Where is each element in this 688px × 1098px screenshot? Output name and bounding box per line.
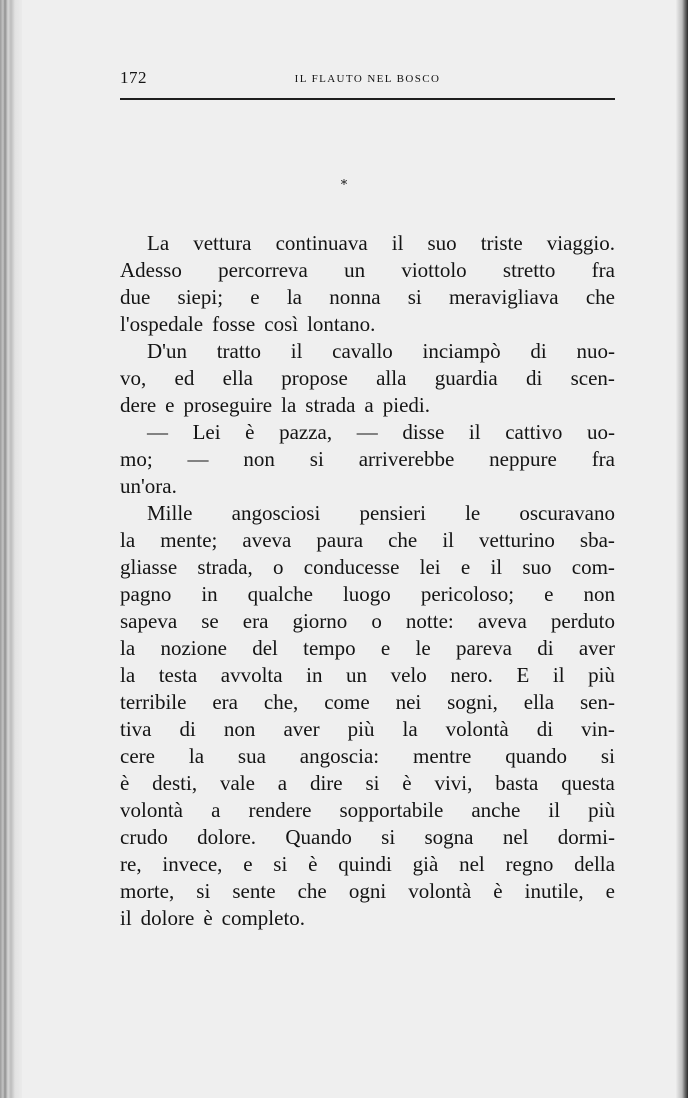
text-line: tiva di non aver più la volontà di vin- (120, 717, 615, 741)
text-line: La vettura continuava il suo triste viaggio. (147, 231, 615, 255)
text-line: crudo dolore. Quando si sogna nel dormi- (120, 825, 615, 849)
section-break-asterisk: * (340, 178, 348, 193)
body-text (120, 230, 615, 932)
page-binding-shadow (0, 0, 22, 1098)
running-title: IL FLAUTO NEL BOSCO (294, 73, 441, 85)
header-rule (120, 98, 615, 100)
text-line: la testa avvolta in un velo nero. E il più (120, 663, 615, 687)
text-line: la nozione del tempo e le pareva di aver (120, 636, 615, 660)
text-line: l'ospedale fosse così lontano. (120, 312, 376, 336)
page-right-edge (676, 0, 688, 1098)
page-number: 172 (120, 68, 147, 87)
text-line: terribile era che, come nei sogni, ella sen- (120, 690, 615, 714)
text-line: sapeva se era giorno o notte: aveva perduto (120, 609, 615, 633)
text-line: D'un tratto il cavallo inciampò di nuo- (147, 339, 615, 363)
text-line: cere la sua angoscia: mentre quando si (120, 744, 615, 768)
text-line: volontà a rendere sopportabile anche il più (120, 798, 615, 822)
text-line: due siepi; e la nonna si meravigliava che (120, 285, 615, 309)
text-line: è desti, vale a dire si è vivi, basta questa (120, 771, 615, 795)
text-line: morte, si sente che ogni volontà è inutile, e (120, 879, 615, 903)
text-line: un'ora. (120, 474, 177, 498)
text-line: Mille angosciosi pensieri le oscuravano (147, 501, 615, 525)
text-line: il dolore è completo. (120, 906, 306, 930)
text-line: mo; — non si arriverebbe neppure fra (120, 447, 615, 471)
text-line: — Lei è pazza, — disse il cattivo uo- (147, 420, 615, 444)
text-line: la mente; aveva paura che il vetturino sba- (120, 528, 615, 552)
text-line: pagno in qualche luogo pericoloso; e non (120, 582, 615, 606)
text-line: gliasse strada, o conducesse lei e il suo com- (120, 555, 615, 579)
text-line: dere e proseguire la strada a piedi. (120, 393, 430, 417)
text-line: Adesso percorreva un viottolo stretto fra (120, 258, 615, 282)
text-line: vo, ed ella propose alla guardia di scen- (120, 366, 615, 390)
running-header (120, 68, 615, 92)
text-line: re, invece, e si è quindi già nel regno della (120, 852, 615, 876)
